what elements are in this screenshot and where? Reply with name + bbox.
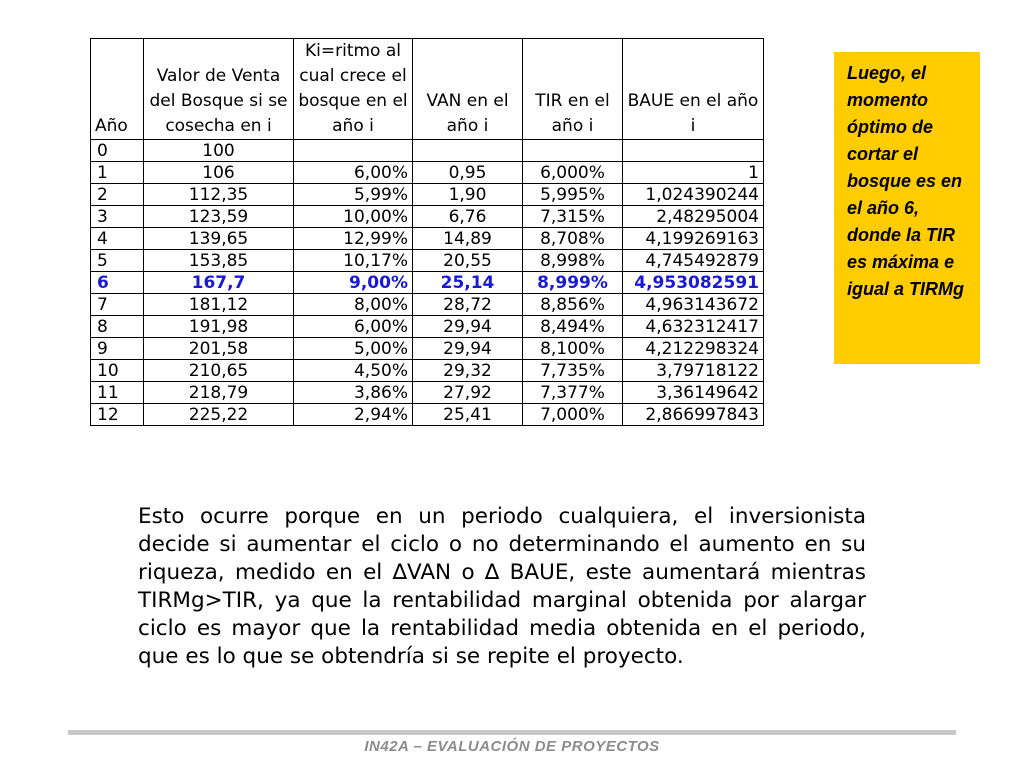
cell-van: 20,55: [413, 250, 523, 272]
cell-valor-venta: 218,79: [144, 382, 294, 404]
cell-van: 25,41: [413, 404, 523, 426]
cell-ano: 7: [91, 294, 144, 316]
cell-ki: 2,94%: [294, 404, 413, 426]
cell-ano: 5: [91, 250, 144, 272]
cell-tir: 5,995%: [523, 184, 623, 206]
callout-note-text: Luego, el momento óptimo de cortar el bosque es en el año 6, donde la TIR es máxima e igual a TIRMg: [847, 63, 964, 299]
cell-valor-venta: 181,12: [144, 294, 294, 316]
cell-ki: 10,00%: [294, 206, 413, 228]
cell-valor-venta: 210,65: [144, 360, 294, 382]
table-row: [91, 250, 764, 272]
cell-van: 14,89: [413, 228, 523, 250]
cell-tir: 8,708%: [523, 228, 623, 250]
cell-baue: [623, 140, 764, 162]
table-row: [91, 316, 764, 338]
cell-ano: 1: [91, 162, 144, 184]
cell-ano: 10: [91, 360, 144, 382]
footer-divider: [68, 730, 956, 735]
cell-van: 29,94: [413, 338, 523, 360]
cell-ki: 5,99%: [294, 184, 413, 206]
explanation-paragraph: Esto ocurre porque en un periodo cualquiera, el inversionista decide si aumentar el ciclo o no determinando el aumento en su riqueza, medido en el ∆VAN o ∆ BAUE, este aumentará mientras TIRMg>TIR, ya que la rentabilidad marginal obtenida por alargar ciclo es mayor que la rentabilidad media obtenida en el periodo, que es lo que se obtendría si se repite el proyecto.: [138, 504, 866, 669]
cell-van: 0,95: [413, 162, 523, 184]
cell-baue: 4,745492879: [623, 250, 764, 272]
cell-ano: 11: [91, 382, 144, 404]
cell-van: 29,94: [413, 316, 523, 338]
header-baue: BAUE en el año i: [623, 39, 764, 140]
cell-baue: 4,632312417: [623, 316, 764, 338]
cell-ki: 3,86%: [294, 382, 413, 404]
cell-valor-venta: 139,65: [144, 228, 294, 250]
cell-ano: 0: [91, 140, 144, 162]
cell-ano: 4: [91, 228, 144, 250]
cell-tir: 8,856%: [523, 294, 623, 316]
cell-baue: 2,866997843: [623, 404, 764, 426]
cell-tir: [523, 140, 623, 162]
cell-van: 29,32: [413, 360, 523, 382]
callout-note: [834, 52, 980, 364]
cell-tir: 8,999%: [523, 272, 623, 294]
cell-ano: 12: [91, 404, 144, 426]
table-body: [91, 140, 764, 426]
cell-ki: 4,50%: [294, 360, 413, 382]
cell-tir: 7,315%: [523, 206, 623, 228]
cell-ano: 6: [91, 272, 144, 294]
table-row: [91, 404, 764, 426]
header-valor-venta: Valor de Venta del Bosque si se cosecha en i: [144, 39, 294, 140]
cell-baue: 1: [623, 162, 764, 184]
cell-ki: [294, 140, 413, 162]
table-row: [91, 272, 764, 294]
cell-van: 6,76: [413, 206, 523, 228]
table-row: [91, 162, 764, 184]
cell-valor-venta: 112,35: [144, 184, 294, 206]
table-row: [91, 294, 764, 316]
cell-baue: 1,024390244: [623, 184, 764, 206]
cell-van: [413, 140, 523, 162]
cell-ki: 6,00%: [294, 316, 413, 338]
cell-van: 28,72: [413, 294, 523, 316]
cell-baue: 3,79718122: [623, 360, 764, 382]
table-row: [91, 206, 764, 228]
cell-ano: 2: [91, 184, 144, 206]
cell-valor-venta: 191,98: [144, 316, 294, 338]
header-van: VAN en el año i: [413, 39, 523, 140]
cell-tir: 7,000%: [523, 404, 623, 426]
cell-ki: 6,00%: [294, 162, 413, 184]
table-row: [91, 184, 764, 206]
cell-ki: 12,99%: [294, 228, 413, 250]
cell-baue: 4,199269163: [623, 228, 764, 250]
cell-valor-venta: 106: [144, 162, 294, 184]
cell-tir: 8,100%: [523, 338, 623, 360]
cell-ano: 3: [91, 206, 144, 228]
cell-valor-venta: 201,58: [144, 338, 294, 360]
header-ano: Año: [91, 39, 144, 140]
data-table: [90, 38, 764, 426]
cell-baue: 4,212298324: [623, 338, 764, 360]
cell-ano: 9: [91, 338, 144, 360]
cell-baue: 3,36149642: [623, 382, 764, 404]
cell-tir: 6,000%: [523, 162, 623, 184]
cell-baue: 4,963143672: [623, 294, 764, 316]
table-row: [91, 140, 764, 162]
footer-title: IN42A – EVALUACIÓN DE PROYECTOS: [364, 738, 660, 755]
cell-baue: 4,953082591: [623, 272, 764, 294]
cell-ki: 9,00%: [294, 272, 413, 294]
cell-van: 27,92: [413, 382, 523, 404]
cell-valor-venta: 123,59: [144, 206, 294, 228]
cell-tir: 8,494%: [523, 316, 623, 338]
cell-valor-venta: 225,22: [144, 404, 294, 426]
cell-valor-venta: 100: [144, 140, 294, 162]
cell-tir: 8,998%: [523, 250, 623, 272]
cell-tir: 7,735%: [523, 360, 623, 382]
cell-van: 25,14: [413, 272, 523, 294]
table-row: [91, 228, 764, 250]
cell-ki: 5,00%: [294, 338, 413, 360]
cell-ki: 8,00%: [294, 294, 413, 316]
header-ki: Ki=ritmo al cual crece el bosque en el año i: [294, 39, 413, 140]
cell-van: 1,90: [413, 184, 523, 206]
cell-valor-venta: 153,85: [144, 250, 294, 272]
header-tir: TIR en el año i: [523, 39, 623, 140]
cell-baue: 2,48295004: [623, 206, 764, 228]
table-header-row: [91, 39, 764, 140]
cell-valor-venta: 167,7: [144, 272, 294, 294]
cell-ki: 10,17%: [294, 250, 413, 272]
table-row: [91, 360, 764, 382]
table-row: [91, 338, 764, 360]
cell-ano: 8: [91, 316, 144, 338]
table-row: [91, 382, 764, 404]
cell-tir: 7,377%: [523, 382, 623, 404]
